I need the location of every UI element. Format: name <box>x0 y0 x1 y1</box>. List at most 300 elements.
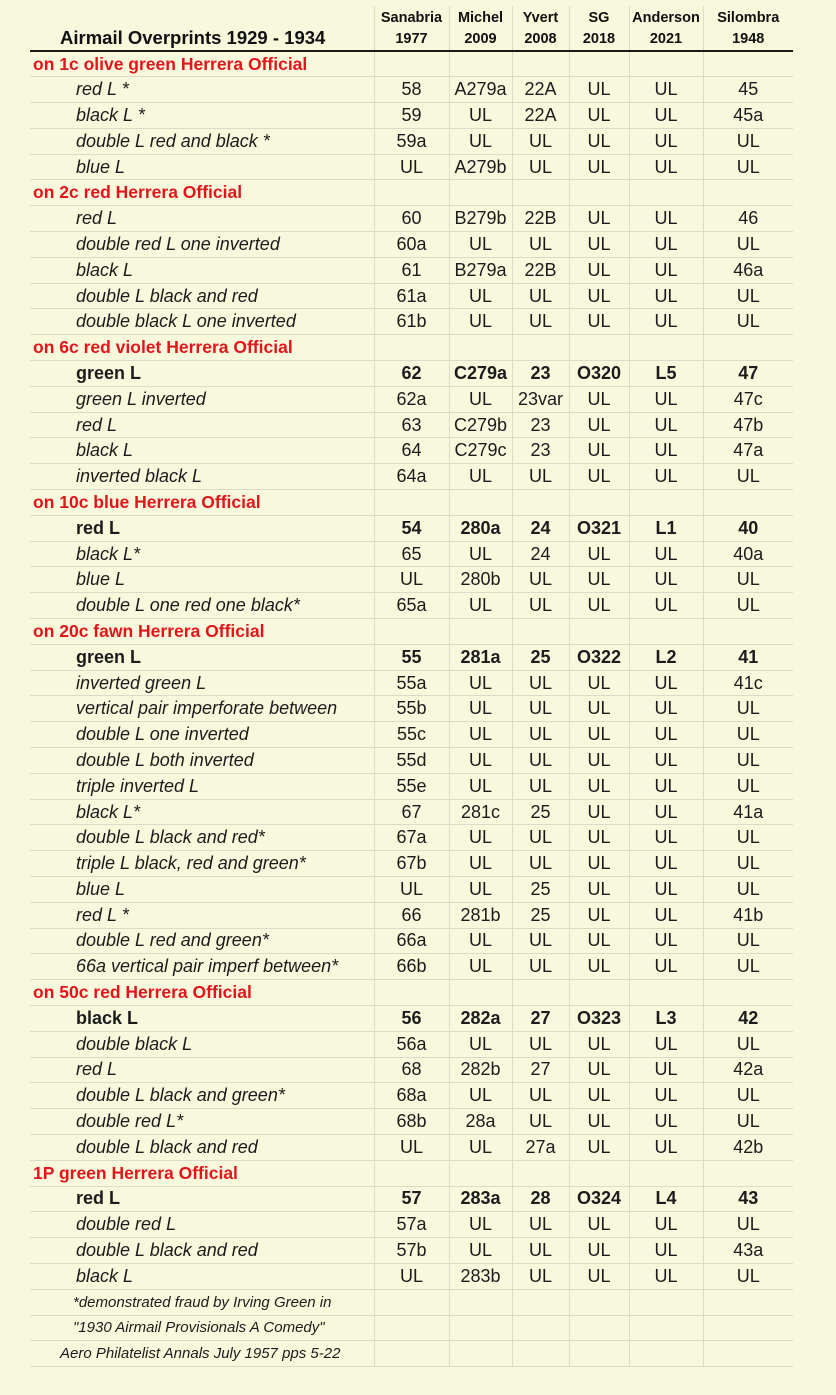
table-row <box>30 1238 793 1264</box>
empty-cell <box>629 180 703 206</box>
catalog-number: UL <box>703 1031 793 1057</box>
group-header-row <box>30 980 793 1006</box>
catalog-number: 42a <box>703 1057 793 1083</box>
catalog-number: O320 <box>569 361 629 387</box>
catalog-number: UL <box>629 1031 703 1057</box>
table-row <box>30 644 793 670</box>
catalog-number: UL <box>629 541 703 567</box>
group-header-row <box>30 51 793 77</box>
catalog-number: UL <box>703 773 793 799</box>
catalog-number: UL <box>629 851 703 877</box>
catalog-number: UL <box>374 1134 449 1160</box>
catalog-number: UL <box>629 877 703 903</box>
catalog-number: 55a <box>374 670 449 696</box>
empty-cell <box>629 335 703 361</box>
catalog-number: L2 <box>629 644 703 670</box>
empty-cell <box>449 180 512 206</box>
empty-cell <box>629 1289 703 1315</box>
table-row <box>30 1031 793 1057</box>
catalog-number: 41 <box>703 644 793 670</box>
empty-cell <box>449 51 512 77</box>
catalog-number: UL <box>569 438 629 464</box>
catalog-number: 24 <box>512 515 569 541</box>
empty-cell <box>703 180 793 206</box>
empty-cell <box>512 619 569 645</box>
catalog-number: 62a <box>374 386 449 412</box>
catalog-number: 68a <box>374 1083 449 1109</box>
catalog-number: UL <box>449 1212 512 1238</box>
catalog-number: O321 <box>569 515 629 541</box>
catalog-number: UL <box>449 464 512 490</box>
catalog-number: UL <box>449 670 512 696</box>
catalog-number: UL <box>629 438 703 464</box>
empty-cell <box>449 1315 512 1341</box>
catalog-number: UL <box>569 128 629 154</box>
table-row <box>30 128 793 154</box>
catalog-number: UL <box>629 386 703 412</box>
empty-cell <box>374 335 449 361</box>
catalog-number: UL <box>629 773 703 799</box>
catalog-number: 55e <box>374 773 449 799</box>
catalog-number: UL <box>629 464 703 490</box>
catalog-number: UL <box>629 567 703 593</box>
catalog-number: UL <box>449 309 512 335</box>
catalog-number: 57b <box>374 1238 449 1264</box>
table-row <box>30 877 793 903</box>
catalog-number: UL <box>569 696 629 722</box>
catalog-number: 59 <box>374 103 449 129</box>
variety-description: triple inverted L <box>30 773 374 799</box>
catalog-number: 62 <box>374 361 449 387</box>
catalog-number: 59a <box>374 128 449 154</box>
catalog-number: UL <box>629 1083 703 1109</box>
page-title: Airmail Overprints 1929 - 1934 <box>30 6 374 51</box>
catalog-number: 23var <box>512 386 569 412</box>
empty-cell <box>449 335 512 361</box>
catalog-number: UL <box>449 722 512 748</box>
variety-description: double L red and black * <box>30 128 374 154</box>
catalog-number: UL <box>703 954 793 980</box>
catalog-number: UL <box>569 257 629 283</box>
catalog-number: UL <box>512 283 569 309</box>
catalog-number: 23 <box>512 438 569 464</box>
catalog-number: UL <box>374 567 449 593</box>
catalog-number: UL <box>449 825 512 851</box>
empty-cell <box>629 1315 703 1341</box>
catalog-number: 67 <box>374 799 449 825</box>
catalog-number: UL <box>449 696 512 722</box>
catalog-number: UL <box>569 851 629 877</box>
empty-cell <box>374 51 449 77</box>
variety-description: double L black and red* <box>30 825 374 851</box>
catalog-number: UL <box>512 825 569 851</box>
catalog-number: 43 <box>703 1186 793 1212</box>
source-header-silombra: Silombra 1948 <box>703 6 793 51</box>
variety-description: double L black and red <box>30 1238 374 1264</box>
catalog-number: 65 <box>374 541 449 567</box>
variety-description: red L * <box>30 902 374 928</box>
catalog-number: 281b <box>449 902 512 928</box>
catalog-number: 57 <box>374 1186 449 1212</box>
table-row <box>30 851 793 877</box>
catalog-number: UL <box>449 877 512 903</box>
empty-cell <box>703 619 793 645</box>
group-label: 1P green Herrera Official <box>30 1160 374 1186</box>
table-row <box>30 206 793 232</box>
catalog-number: UL <box>449 954 512 980</box>
variety-description: black L <box>30 1263 374 1289</box>
empty-cell <box>512 980 569 1006</box>
catalog-number: 25 <box>512 877 569 903</box>
variety-description: black L* <box>30 799 374 825</box>
catalog-number: 282a <box>449 1005 512 1031</box>
variety-description: red L <box>30 412 374 438</box>
catalog-number: 64a <box>374 464 449 490</box>
catalog-number: 56a <box>374 1031 449 1057</box>
empty-cell <box>703 1289 793 1315</box>
catalog-number: 68 <box>374 1057 449 1083</box>
catalog-number: UL <box>569 748 629 774</box>
catalog-number: 47b <box>703 412 793 438</box>
catalog-number: 67a <box>374 825 449 851</box>
catalog-number: L5 <box>629 361 703 387</box>
empty-cell <box>629 619 703 645</box>
empty-cell <box>374 1160 449 1186</box>
empty-cell <box>374 180 449 206</box>
catalog-number: 281a <box>449 644 512 670</box>
catalog-number: 280a <box>449 515 512 541</box>
empty-cell <box>449 980 512 1006</box>
catalog-number: UL <box>703 1083 793 1109</box>
variety-description: black L <box>30 438 374 464</box>
catalog-number: UL <box>449 232 512 258</box>
catalog-number: UL <box>569 541 629 567</box>
variety-description: double L one red one black* <box>30 593 374 619</box>
table-body <box>30 51 793 1367</box>
variety-description: blue L <box>30 154 374 180</box>
variety-description: double black L <box>30 1031 374 1057</box>
catalog-number: 47c <box>703 386 793 412</box>
empty-cell <box>629 1160 703 1186</box>
group-header-row <box>30 1160 793 1186</box>
catalog-number: UL <box>703 825 793 851</box>
catalog-number: UL <box>569 722 629 748</box>
catalog-number: 22B <box>512 206 569 232</box>
catalog-number: UL <box>703 928 793 954</box>
catalog-number: UL <box>629 257 703 283</box>
catalog-number: 27 <box>512 1057 569 1083</box>
catalog-number: 40 <box>703 515 793 541</box>
variety-description: double red L one inverted <box>30 232 374 258</box>
catalog-number: UL <box>449 128 512 154</box>
table-row <box>30 361 793 387</box>
catalog-number: UL <box>512 128 569 154</box>
catalog-number: UL <box>512 1212 569 1238</box>
catalog-number: UL <box>449 928 512 954</box>
catalog-number: UL <box>629 902 703 928</box>
catalog-number: 25 <box>512 799 569 825</box>
catalog-number: UL <box>512 928 569 954</box>
catalog-number: 22A <box>512 103 569 129</box>
catalog-number: 41b <box>703 902 793 928</box>
empty-cell <box>703 51 793 77</box>
catalog-number: 25 <box>512 902 569 928</box>
catalog-number: UL <box>629 1109 703 1135</box>
empty-cell <box>703 1341 793 1367</box>
variety-description: double L both inverted <box>30 748 374 774</box>
catalog-number: UL <box>374 1263 449 1289</box>
catalog-number: 42 <box>703 1005 793 1031</box>
catalog-number: 23 <box>512 361 569 387</box>
source-header-anderson: Anderson 2021 <box>629 6 703 51</box>
empty-cell <box>449 490 512 516</box>
catalog-number: UL <box>569 386 629 412</box>
empty-cell <box>374 619 449 645</box>
catalog-number: 55c <box>374 722 449 748</box>
catalog-number: 41c <box>703 670 793 696</box>
catalog-number: UL <box>703 154 793 180</box>
catalog-number: UL <box>512 722 569 748</box>
catalog-number: UL <box>629 103 703 129</box>
catalog-number: 67b <box>374 851 449 877</box>
catalog-number: UL <box>569 799 629 825</box>
empty-cell <box>569 980 629 1006</box>
empty-cell <box>374 490 449 516</box>
catalog-number: UL <box>703 128 793 154</box>
catalog-number: 54 <box>374 515 449 541</box>
group-header-row <box>30 619 793 645</box>
catalog-number: 281c <box>449 799 512 825</box>
catalog-number: UL <box>512 1031 569 1057</box>
footnote-citation: Aero Philatelist Annals July 1957 pps 5-22 <box>30 1341 374 1367</box>
catalog-number: 43a <box>703 1238 793 1264</box>
catalog-number: 61 <box>374 257 449 283</box>
catalog-number: 55d <box>374 748 449 774</box>
catalog-number: UL <box>703 877 793 903</box>
catalog-number: UL <box>449 386 512 412</box>
table-row <box>30 928 793 954</box>
variety-description: black L <box>30 1005 374 1031</box>
catalog-number: UL <box>512 464 569 490</box>
catalog-number: 25 <box>512 644 569 670</box>
catalog-number: A279b <box>449 154 512 180</box>
variety-description: red L <box>30 515 374 541</box>
empty-cell <box>512 180 569 206</box>
catalog-number: UL <box>629 232 703 258</box>
variety-description: red L <box>30 1057 374 1083</box>
table-row <box>30 412 793 438</box>
empty-cell <box>569 1315 629 1341</box>
catalog-number: UL <box>512 954 569 980</box>
catalog-number: UL <box>629 593 703 619</box>
empty-cell <box>569 335 629 361</box>
table-row <box>30 1109 793 1135</box>
catalog-number: UL <box>569 773 629 799</box>
catalog-number: 68b <box>374 1109 449 1135</box>
catalog-number: 61b <box>374 309 449 335</box>
empty-cell <box>703 1315 793 1341</box>
catalog-number: B279a <box>449 257 512 283</box>
catalog-number: UL <box>629 1212 703 1238</box>
catalog-number: A279a <box>449 77 512 103</box>
group-label: on 50c red Herrera Official <box>30 980 374 1006</box>
catalog-number: UL <box>449 283 512 309</box>
empty-cell <box>629 51 703 77</box>
catalog-number: L1 <box>629 515 703 541</box>
catalog-number: 46a <box>703 257 793 283</box>
catalog-number: UL <box>629 412 703 438</box>
variety-description: double red L* <box>30 1109 374 1135</box>
catalog-number: 60 <box>374 206 449 232</box>
catalog-number: UL <box>703 593 793 619</box>
empty-cell <box>512 335 569 361</box>
group-label: on 10c blue Herrera Official <box>30 490 374 516</box>
catalog-number: UL <box>512 1083 569 1109</box>
group-header-row <box>30 490 793 516</box>
catalog-number: UL <box>703 1263 793 1289</box>
variety-description: red L <box>30 1186 374 1212</box>
empty-cell <box>569 1160 629 1186</box>
catalog-number: UL <box>512 851 569 877</box>
table-row <box>30 103 793 129</box>
empty-cell <box>569 51 629 77</box>
variety-description: inverted green L <box>30 670 374 696</box>
catalog-number: 23 <box>512 412 569 438</box>
catalog-number: 66 <box>374 902 449 928</box>
catalog-number: UL <box>569 1134 629 1160</box>
variety-description: double L black and red <box>30 1134 374 1160</box>
table-row <box>30 1083 793 1109</box>
catalog-number: UL <box>569 1057 629 1083</box>
variety-description: blue L <box>30 567 374 593</box>
catalog-number: 24 <box>512 541 569 567</box>
table-row <box>30 567 793 593</box>
catalog-number: 60a <box>374 232 449 258</box>
catalog-number: UL <box>569 928 629 954</box>
empty-cell <box>449 1341 512 1367</box>
catalog-number: 27a <box>512 1134 569 1160</box>
catalog-number: O324 <box>569 1186 629 1212</box>
catalog-number: 22A <box>512 77 569 103</box>
empty-cell <box>569 619 629 645</box>
catalog-number: 47a <box>703 438 793 464</box>
footnote-row <box>30 1341 793 1367</box>
variety-description: 66a vertical pair imperf between* <box>30 954 374 980</box>
table-row <box>30 464 793 490</box>
table-row <box>30 593 793 619</box>
catalog-number: UL <box>569 412 629 438</box>
catalog-number: UL <box>512 593 569 619</box>
table-row <box>30 1057 793 1083</box>
catalog-number: UL <box>512 1109 569 1135</box>
catalog-number: UL <box>569 464 629 490</box>
empty-cell <box>374 980 449 1006</box>
variety-description: double L black and green* <box>30 1083 374 1109</box>
catalog-number: UL <box>703 232 793 258</box>
catalog-number: 63 <box>374 412 449 438</box>
catalog-number: 22B <box>512 257 569 283</box>
catalog-number: UL <box>512 1263 569 1289</box>
empty-cell <box>374 1289 449 1315</box>
catalog-number: UL <box>374 877 449 903</box>
variety-description: green L inverted <box>30 386 374 412</box>
catalog-number: UL <box>629 128 703 154</box>
variety-description: double black L one inverted <box>30 309 374 335</box>
catalog-number: UL <box>569 825 629 851</box>
table-row <box>30 257 793 283</box>
catalog-number: UL <box>629 154 703 180</box>
catalog-number: 45 <box>703 77 793 103</box>
catalog-number: UL <box>569 1083 629 1109</box>
empty-cell <box>629 490 703 516</box>
catalog-number: B279b <box>449 206 512 232</box>
empty-cell <box>629 1341 703 1367</box>
variety-description: black L * <box>30 103 374 129</box>
catalog-number: UL <box>629 696 703 722</box>
source-header-sanabria: Sanabria 1977 <box>374 6 449 51</box>
variety-description: double L red and green* <box>30 928 374 954</box>
catalog-number: 283a <box>449 1186 512 1212</box>
variety-description: inverted black L <box>30 464 374 490</box>
catalog-number: UL <box>569 593 629 619</box>
catalog-number: 58 <box>374 77 449 103</box>
catalog-number: C279a <box>449 361 512 387</box>
catalog-number: UL <box>449 593 512 619</box>
catalog-number: 283b <box>449 1263 512 1289</box>
empty-cell <box>629 980 703 1006</box>
variety-description: red L * <box>30 77 374 103</box>
catalog-number: UL <box>569 232 629 258</box>
catalog-number: 55 <box>374 644 449 670</box>
catalog-number: 57a <box>374 1212 449 1238</box>
catalog-number: UL <box>629 748 703 774</box>
catalog-number: UL <box>629 1238 703 1264</box>
overprint-sheet <box>30 6 793 1367</box>
catalog-number: UL <box>512 154 569 180</box>
table-row <box>30 1186 793 1212</box>
catalog-number: UL <box>569 1263 629 1289</box>
overprint-table <box>30 6 793 1367</box>
variety-description: black L* <box>30 541 374 567</box>
empty-cell <box>512 1341 569 1367</box>
catalog-number: L4 <box>629 1186 703 1212</box>
catalog-number: UL <box>512 232 569 258</box>
variety-description: black L <box>30 257 374 283</box>
catalog-number: UL <box>629 928 703 954</box>
catalog-number: UL <box>569 309 629 335</box>
catalog-number: 28a <box>449 1109 512 1135</box>
catalog-number: UL <box>703 851 793 877</box>
catalog-number: UL <box>512 696 569 722</box>
group-header-row <box>30 335 793 361</box>
table-row <box>30 154 793 180</box>
catalog-number: C279c <box>449 438 512 464</box>
catalog-number: 65a <box>374 593 449 619</box>
catalog-number: UL <box>569 1031 629 1057</box>
variety-description: triple L black, red and green* <box>30 851 374 877</box>
footnote-work: "1930 Airmail Provisionals A Comedy" <box>30 1315 374 1341</box>
empty-cell <box>569 1341 629 1367</box>
catalog-number: UL <box>703 722 793 748</box>
table-row <box>30 773 793 799</box>
catalog-number: 40a <box>703 541 793 567</box>
empty-cell <box>512 1160 569 1186</box>
table-row <box>30 438 793 464</box>
catalog-number: UL <box>449 1238 512 1264</box>
catalog-number: 280b <box>449 567 512 593</box>
catalog-number: 27 <box>512 1005 569 1031</box>
catalog-number: 47 <box>703 361 793 387</box>
